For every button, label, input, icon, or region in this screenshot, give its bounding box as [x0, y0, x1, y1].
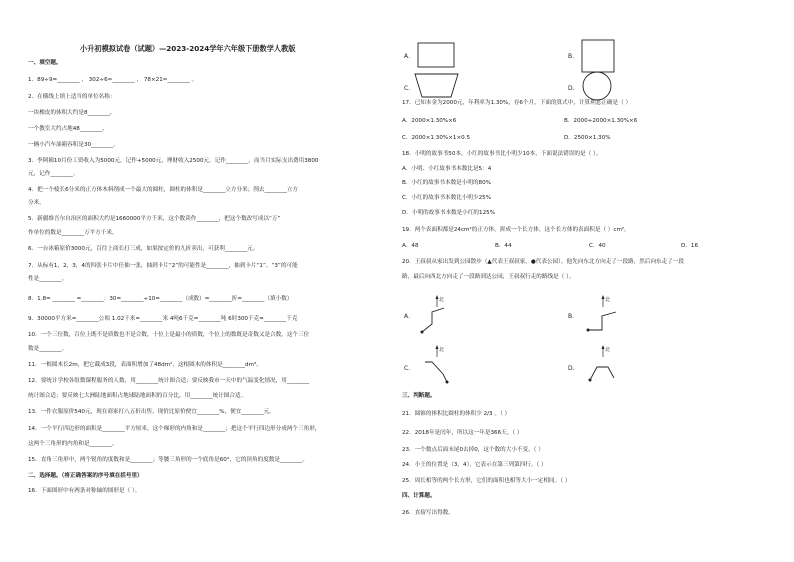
north-label-c: 北 — [439, 347, 445, 353]
shape-option-b-label: B． — [568, 53, 579, 60]
question-line: 8．1.8= ________ =________：30=________÷10=________（成数）=________折=________（填小数） — [28, 296, 293, 302]
question-line: B．小红的故事书本数是小明的80% — [402, 180, 491, 186]
question-line: 1．89÷9=________ ， 302÷6≈________ ， 78×21≈________ 。 — [28, 77, 198, 83]
north-label-d: 北 — [605, 347, 611, 353]
question-line: 17．已知本金为2000元，年利率为1.30%，存6个月，下面的算式中，计算利息正确是（ ） — [402, 100, 632, 106]
trapezoid-shape — [415, 74, 458, 97]
question-line: 20．王叔叔从家出发到公园散步（▲代表王叔叔家，●代表公园），他先向东北方向走了一段路，然后向东走了一段 — [402, 259, 685, 265]
question-line: 5．新疆维吾尔自治区的面积大约是1660000平方千米，这个数读作________，把这个数改写成以“万” — [28, 216, 281, 222]
route-c-diagram — [425, 345, 449, 384]
route-option-c-label: C． — [404, 365, 415, 372]
question-line: 9．30000平方米=________公顷 1.02千米=________米 4吨6千克=________吨 6时300千克=________千克 — [28, 316, 298, 322]
question-line: 分米。 — [28, 200, 45, 206]
question-line: 3．李阿姨10月份工资收入为5000元，记作+5000元，理财收入2500元，记作________，而当月实际支出费用3800 — [28, 158, 319, 164]
section-heading: 三、判断题。 — [402, 393, 436, 399]
question-line: 26．直接写出得数。 — [402, 510, 454, 516]
question-line: 6．一台冰箱原价3000元，百往上商长打三成，如果按定价的九折卖出，可获利________元。 — [28, 246, 259, 252]
question-line: 路，最后向西北方向走了一段路到达公园，王叔叔行走的路线是（ ）。 — [402, 274, 575, 280]
question-line: 18．小明的故事书50本，小红的故事书比小明少10本，下面说法错误的是（ ）。 — [402, 151, 602, 157]
question-line: 21．圆锥的体积比圆柱的体积少 2/3 。（ ） — [402, 411, 511, 417]
question-line: 19．两个表面积都是24cm²的正方体，拼成一个长方体，这个长方体的表面积是（ ）cm²。 — [402, 227, 630, 233]
question-line: 11．一根圆木长2m，把它截成3段，表面积增加了48dm²，这根圆木的体积是________dm³。 — [28, 362, 262, 368]
question-line: A．48 — [402, 243, 419, 249]
section-heading: 二、选择题。（将正确答案的序号填在括号里） — [28, 473, 143, 479]
question-line: 一个教室大约占地48________， — [28, 126, 108, 132]
page-title: 小升初模拟试卷（试题）—2023-2024学年六年级下册数学人教版 — [80, 44, 296, 53]
question-line: 一辆小汽车油箱容积是30________。 — [28, 142, 120, 148]
question-line: 2．在横线上填上适当的单位名称： — [28, 94, 116, 100]
question-line: A．2000×1.30%×6 — [402, 118, 457, 124]
circle-shape — [583, 72, 611, 100]
north-label-b: 北 — [605, 297, 611, 303]
north-label-a: 北 — [439, 297, 445, 303]
question-line: B．44 — [495, 243, 512, 249]
question-line: 14．一个平行四边形的面积是________平方厘米，这个梯形的内角和是________；把这个平行四边形分成两个三角形， — [28, 426, 321, 432]
question-line: D．小明的故事书本数是小红的125% — [402, 210, 496, 216]
question-line: C．40 — [589, 243, 606, 249]
shape-option-a-label: A． — [404, 53, 415, 60]
route-option-a-label: A． — [404, 313, 415, 320]
question-line: 22．2018年是闰年，所以这一年是366天。（ ） — [402, 430, 523, 436]
question-line: D．16 — [681, 243, 699, 249]
section-heading: 四、计算题。 — [402, 493, 436, 499]
question-line: 25．周长相等的两个长方形，它们的面积也相等大小一定相同。（ ） — [402, 478, 571, 484]
question-line: C．2000×1.30%×1×0.5 — [402, 135, 471, 141]
question-line: 这两个三角形的内角和是________。 — [28, 441, 118, 447]
question-line: B．2000+2000×1.30%×6 — [564, 118, 638, 124]
question-line: 15．直角三角形中，两个锐角的度数和是________；等腰三角形的一个底角是60°，它的顶角的度数是________。 — [28, 457, 308, 463]
section-heading: 一、填空题。 — [28, 60, 62, 66]
question-line: 13．一件衣服原价540元，现在商家打八五折出售，现价比原价便宜________%，便宜________元。 — [28, 409, 275, 415]
question-line: 23．一个数点后面末尾0去掉0，这个数的大小不变。（ ） — [402, 447, 544, 453]
route-b-diagram — [587, 295, 617, 332]
question-line: 24．小王的位置是（3，4），它表示在第三列第四行。（ ） — [402, 462, 547, 468]
question-line: 元，记作________。 — [28, 171, 79, 177]
question-line: C．小红的故事书本数比小明少25% — [402, 195, 492, 201]
shape-option-d-label: D． — [568, 85, 579, 92]
question-line: 数是________。 — [28, 346, 68, 352]
route-d-diagram — [589, 345, 615, 382]
question-line: 4．把一个棱长6分米的正方体木料削成一个最大的圆柱，圆柱的体积是________立方分米；削去________立方 — [28, 187, 299, 193]
question-line: 统计图合适；要反映七大洲陆地面积占地球陆地面积的百分比，用________统计图合适。 — [28, 393, 247, 399]
question-line: 16．下面图形中有两条对称轴的图形是（ ）。 — [28, 488, 141, 494]
shape-option-c-label: C． — [404, 85, 415, 92]
question-line: 10．一个三位数，百位上既不是质数也不是合数，十位上是最小的质数，个位上的数既是奇数又是合数，这个三位 — [28, 332, 310, 338]
rectangle-shape — [418, 43, 454, 67]
square-shape — [582, 40, 614, 72]
route-a-diagram — [421, 295, 445, 334]
route-option-b-label: B． — [568, 313, 579, 320]
question-line: 性是________。 — [28, 276, 68, 282]
question-line: D．2500×1.30% — [564, 135, 611, 141]
question-line: 作单位的数是________万平方千米。 — [28, 230, 118, 236]
question-line: 一块橡皮的体积大约是8________， — [28, 110, 116, 116]
question-line: 12．要统计学校各组数课程服务的人数，用________统计图合适；要反映我市一天中的气温变化情况，用________ — [28, 378, 310, 384]
question-line: 7．从标有1，2，3，4的四张卡片中任抽一张，抽到卡片“2”的可能性是________，抽到卡片“1”、“3”的可能 — [28, 263, 298, 269]
route-option-d-label: D． — [568, 365, 579, 372]
question-line: A．小明、小红故事书本数比是5：4 — [402, 166, 492, 172]
